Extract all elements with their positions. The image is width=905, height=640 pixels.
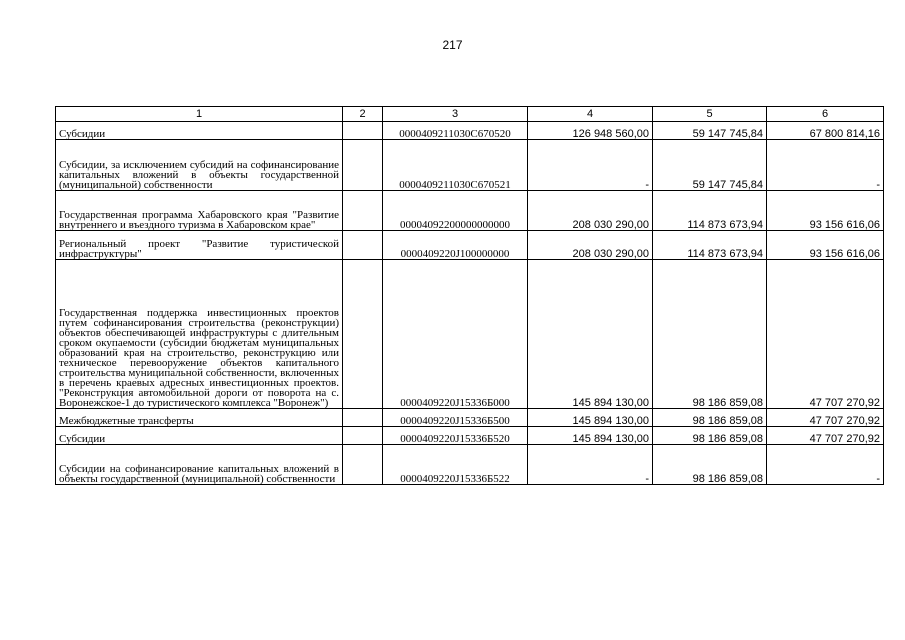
row-value-6: 67 800 814,16 [767, 122, 884, 140]
row-value-5: 59 147 745,84 [653, 122, 767, 140]
header-cell-3: 3 [383, 107, 528, 122]
row-value-5: 98 186 859,08 [653, 260, 767, 409]
row-value-4: 145 894 130,00 [528, 260, 653, 409]
row-code: 0000409220J15336Б500 [383, 409, 528, 427]
table-row [56, 140, 884, 191]
header-cell-5: 5 [653, 107, 767, 122]
row-value-6: 47 707 270,92 [767, 409, 884, 427]
row-value-4: 208 030 290,00 [528, 231, 653, 260]
row-value-6: 93 156 616,06 [767, 191, 884, 231]
row-code: 0000409220J15336Б520 [383, 427, 528, 445]
row-code: 00004092200000000000 [383, 191, 528, 231]
row-value-6: 47 707 270,92 [767, 260, 884, 409]
row-value-6: 93 156 616,06 [767, 231, 884, 260]
row-value-4: 145 894 130,00 [528, 427, 653, 445]
row-value-5: 98 186 859,08 [653, 409, 767, 427]
row-value-5: 98 186 859,08 [653, 427, 767, 445]
row-value-4: - [528, 445, 653, 485]
row-col2 [343, 191, 383, 231]
row-name: Государственная поддержка инвестиционных проектов путем софинансирования строительства (реконструкции) объектов обеспечивающей инфраструктуры с длительным сроком окупаемости (субсидии бюджетам муниципальных образований края на строительство, реконструкцию или техническое перевооружение объектов капитального строительства муниципальной собственности, включенных в перечень краевых адресных инвестиционных проектов. "Реконструкция автомобильной дороги от поворота на с. Воронежское-1 до туристического комплекса "Воронеж") [56, 260, 343, 409]
row-col2 [343, 231, 383, 260]
page-number: 217 [442, 38, 463, 52]
table-row [56, 260, 884, 409]
row-code: 0000409211030С670520 [383, 122, 528, 140]
row-name: Межбюджетные трансферты [56, 409, 343, 427]
row-value-5: 59 147 745,84 [653, 140, 767, 191]
row-col2 [343, 260, 383, 409]
row-value-4: 208 030 290,00 [528, 191, 653, 231]
row-name: Субсидии на софинансирование капитальных вложений в объекты государственной (муниципальной) собственности [56, 445, 343, 485]
table-row [56, 409, 884, 427]
header-cell-2: 2 [343, 107, 383, 122]
table-row [56, 231, 884, 260]
row-col2 [343, 427, 383, 445]
row-value-6: - [767, 140, 884, 191]
row-code: 0000409211030С670521 [383, 140, 528, 191]
row-code: 0000409220J100000000 [383, 231, 528, 260]
budget-table [55, 106, 884, 485]
row-value-4: - [528, 140, 653, 191]
row-col2 [343, 409, 383, 427]
row-name: Субсидии [56, 122, 343, 140]
row-value-6: - [767, 445, 884, 485]
row-col2 [343, 140, 383, 191]
header-row [56, 107, 884, 122]
row-code: 0000409220J15336Б522 [383, 445, 528, 485]
row-value-6: 47 707 270,92 [767, 427, 884, 445]
row-name: Субсидии, за исключением субсидий на софинансирование капитальных вложений в объекты государственной (муниципальной) собственности [56, 140, 343, 191]
header-cell-6: 6 [767, 107, 884, 122]
table-row [56, 191, 884, 231]
row-value-5: 114 873 673,94 [653, 191, 767, 231]
row-code: 0000409220J15336Б000 [383, 260, 528, 409]
header-cell-4: 4 [528, 107, 653, 122]
row-col2 [343, 445, 383, 485]
table-row [56, 445, 884, 485]
table-row [56, 122, 884, 140]
row-name: Субсидии [56, 427, 343, 445]
header-cell-1: 1 [56, 107, 343, 122]
row-value-4: 126 948 560,00 [528, 122, 653, 140]
row-name: Государственная программа Хабаровского края "Развитие внутреннего и въездного туризма в Хабаровском крае" [56, 191, 343, 231]
row-name: Региональный проект "Развитие туристической инфраструктуры" [56, 231, 343, 260]
row-value-5: 98 186 859,08 [653, 445, 767, 485]
row-col2 [343, 122, 383, 140]
table-row [56, 427, 884, 445]
row-value-4: 145 894 130,00 [528, 409, 653, 427]
row-value-5: 114 873 673,94 [653, 231, 767, 260]
